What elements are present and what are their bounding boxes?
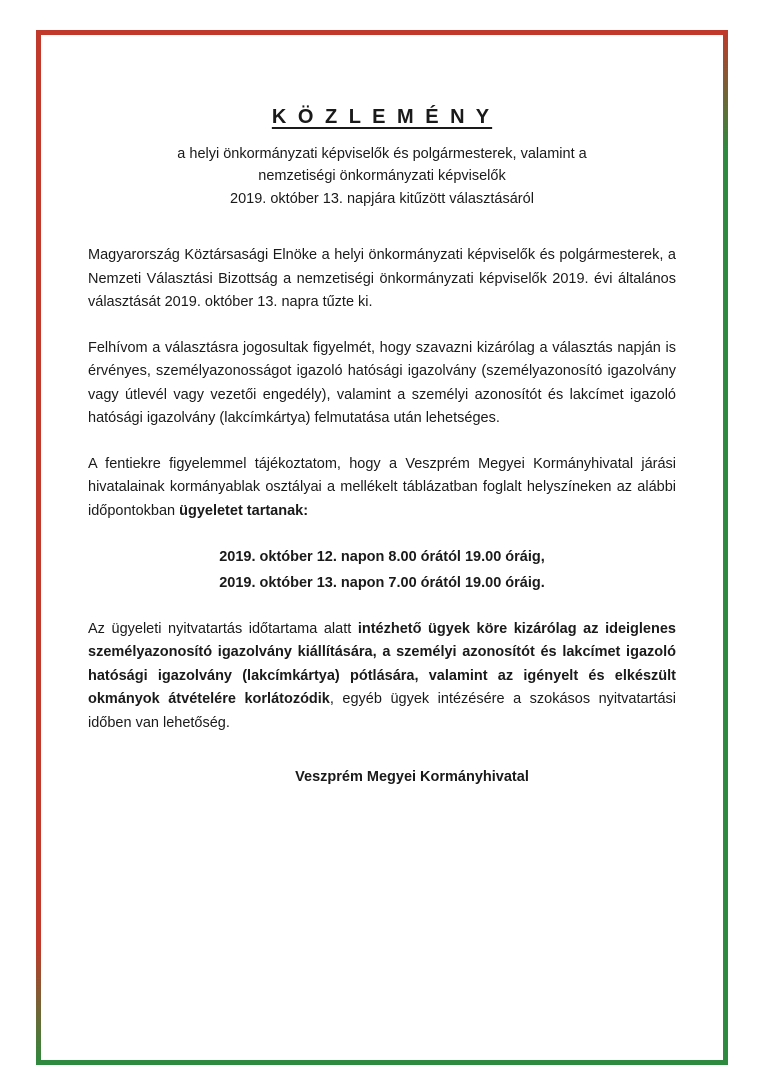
paragraph-duty-text: A fentiekre figyelemmel tájékoztatom, hogy a Veszprém Megyei Kormányhivatal járási hivatalainak kormányablak osztályai a mellékelt táblázatban foglalt helyszíneken az alábbi időpontokban [88,455,676,519]
duty-time-line-2: 2019. október 13. napon 7.00 órától 19.00 óráig. [219,574,545,591]
paragraph-duty-announcement [88,453,676,523]
paragraph-voter-identification: Felhívom a választásra jogosultak figyelmét, hogy szavazni kizárólag a választás napján is érvényes, személyazonosságot igazoló hatósági igazolvány (személyazonosító igazolvány vagy útlevél vagy vezetői engedély), valamint a személyi azonosítót és lakcímet igazoló hatósági igazolvány (lakcímkártya) felmutatása után lehetséges. [88,339,676,427]
paragraph-election-call: Magyarország Köztársasági Elnöke a helyi önkormányzati képviselők és polgármesterek, a Nemzeti Választási Bizottság a nemzetiségi önkormányzati képviselők 2019. évi általános választását 2019. október 13. napra tűzte ki. [88,247,676,311]
page-title: K Ö Z L E M É N Y [271,106,493,128]
subtitle-line-2: nemzetiségi önkormányzati képviselők [258,168,506,185]
scope-closing-text: , egyéb ügyek intézésére a szokásos nyitvatartási időben van lehetőség. [88,691,676,731]
duty-times-list [88,545,676,596]
document-content [60,60,704,1035]
document-subtitle [88,143,676,210]
paragraph-scope-of-services [88,618,676,735]
paragraph-duty-emphasis: ügyeletet tartanak: [179,502,309,519]
subtitle-line-1: a helyi önkormányzati képviselők és polgármesterek, valamint a [177,146,587,162]
signature-authority: Veszprém Megyei Kormányhivatal [295,769,529,786]
border-gradient-right [723,30,728,150]
subtitle-line-3: 2019. október 13. napjára kitűzött választásáról [230,190,534,207]
duty-time-line-1: 2019. október 12. napon 8.00 órától 19.00 óráig, [219,549,545,566]
scope-emphasis-text: intézhető ügyek köre kizárólag az ideiglenes személyazonosító igazolvány kiállítására, a személyi azonosítót és lakcímet igazoló hatósági igazolvány (lakcímkártya) pótlására, valamint az igényelt és elkészült okmányok átvételére korlátozódik [88,621,676,708]
scope-intro-text: Az ügyeleti nyitvatartás időtartama alatt [88,621,358,637]
